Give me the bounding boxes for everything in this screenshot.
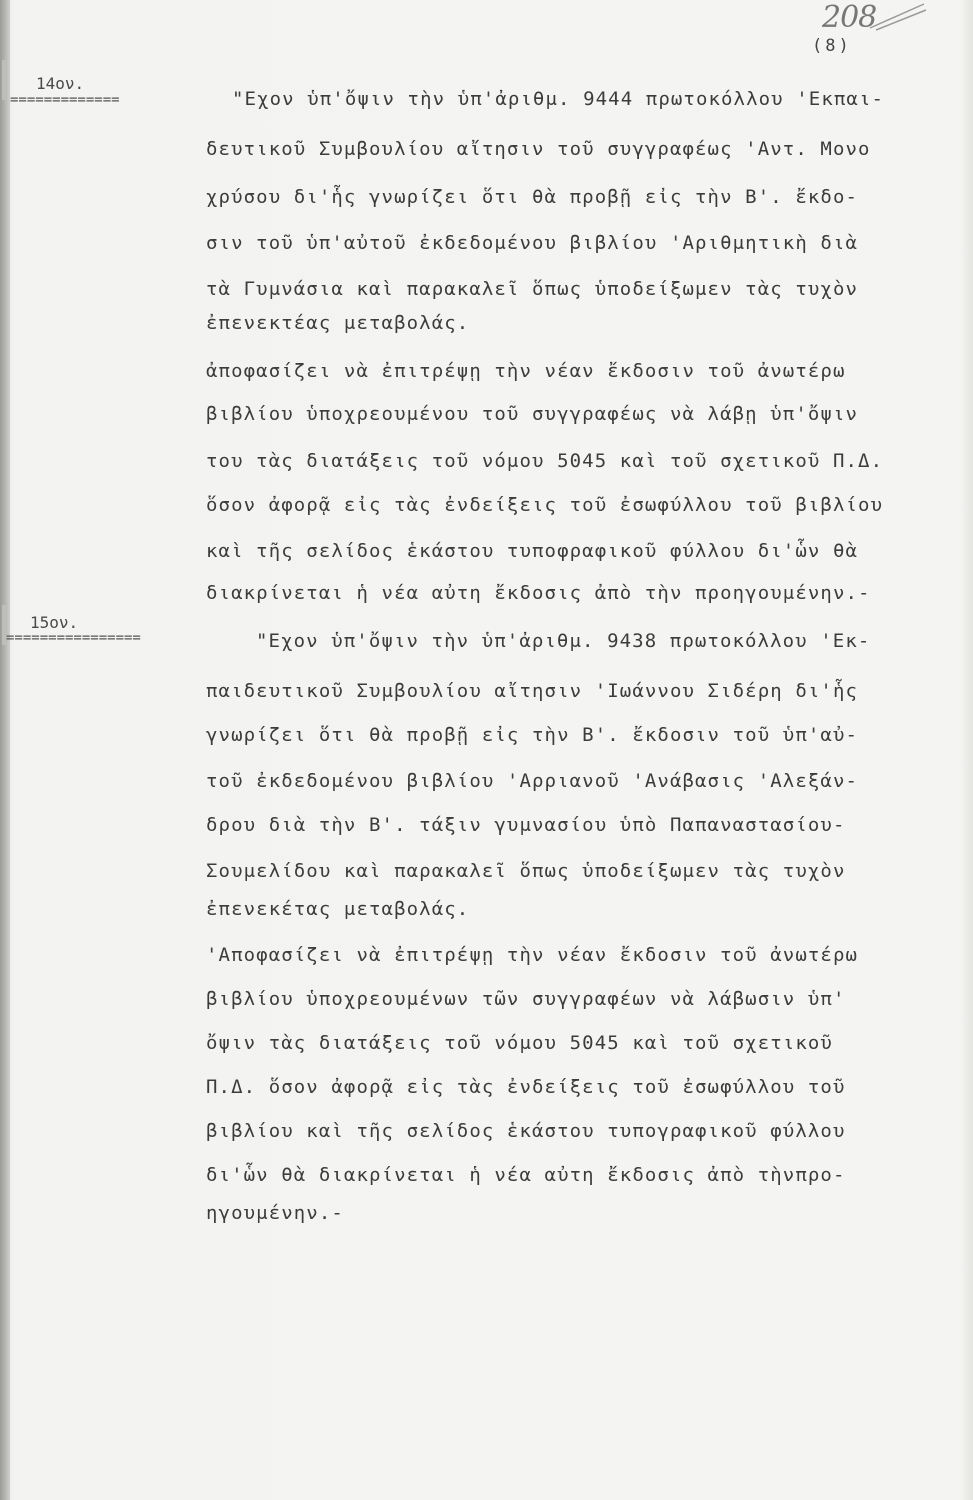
text-line: ηγουμένην.- — [206, 1202, 344, 1224]
item-14-label: 14ον. — [36, 74, 85, 93]
folio-scribble-mark — [868, 0, 928, 32]
text-line: βιβλίου ὑποχρεουμένου τοῦ συγγραφέως νὰ λάβῃ ὑπ'ὄψιν — [206, 403, 859, 425]
text-line: ὅσον ἀφορᾷ εἰς τὰς ἐνδείξεις τοῦ ἐσωφύλλου τοῦ βιβλίου — [206, 494, 884, 516]
item-15-rule: ================ — [6, 630, 141, 646]
text-line: ἐπενεκέτας μεταβολάς. — [206, 898, 470, 920]
item-14-rule: ============= — [10, 92, 120, 108]
margin-mark — [2, 60, 6, 100]
text-line: παιδευτικοῦ Συμβουλίου αἴτησιν 'Ιωάννου Σιδέρη δι'ἧς — [206, 680, 859, 702]
text-line: δευτικοῦ Συμβουλίου αἴτησιν τοῦ συγγραφέως 'Αντ. Μονο — [206, 138, 871, 160]
text-line: τὰ Γυμνάσια καὶ παρακαλεῖ ὅπως ὑποδείξωμεν τὰς τυχὸν — [206, 278, 859, 300]
text-line: χρύσου δι'ἧς γνωρίζει ὅτι θὰ προβῇ εἰς τὴν Β'. ἔκδο- — [206, 186, 859, 208]
text-line: 'Αποφασίζει νὰ ἐπιτρέψῃ τὴν νέαν ἔκδοσιν τοῦ ἀνωτέρω — [206, 944, 859, 966]
text-line: τοῦ ἐκδεδομένου βιβλίου 'Αρριανοῦ 'Ανάβασις 'Αλεξάν- — [206, 770, 859, 792]
text-line: σιν τοῦ ὑπ'αὐτοῦ ἐκδεδομένου βιβλίου 'Αριθμητικὴ διὰ — [206, 232, 859, 254]
text-line: διακρίνεται ἡ νέα αὐτη ἔκδοσις ἀπὸ τὴν προηγουμένην.- — [206, 582, 871, 604]
page-number: (8) — [812, 36, 852, 56]
binding-edge — [0, 0, 10, 1500]
text-line: ἀποφασίζει νὰ ἐπιτρέψῃ τὴν νέαν ἔκδοσιν τοῦ ἀνωτέρω — [206, 360, 846, 382]
text-line: δι'ὧν θὰ διακρίνεται ἡ νέα αὐτη ἔκδοσις ἀπὸ τὴνπρο- — [206, 1164, 846, 1186]
text-line: καὶ τῆς σελίδος ἑκάστου τυποφραφικοῦ φύλλου δι'ὧν θὰ — [206, 540, 859, 562]
item-15-label: 15ον. — [30, 613, 79, 632]
text-line: βιβλίου καὶ τῆς σελίδος ἑκάστου τυπογραφικοῦ φύλλου — [206, 1120, 846, 1142]
text-line: γνωρίζει ὅτι θὰ προβῇ εἰς τὴν Β'. ἔκδοσιν τοῦ ὑπ'αὐ- — [206, 724, 859, 746]
text-line: ὄψιν τὰς διατάξεις τοῦ νόμου 5045 καὶ τοῦ σχετικοῦ — [206, 1032, 833, 1054]
text-line: Π.Δ. ὅσον ἀφορᾷ εἰς τὰς ἐνδείξεις τοῦ ἐσωφύλλου τοῦ — [206, 1076, 846, 1098]
text-line: Σουμελίδου καὶ παρακαλεῖ ὅπως ὑποδείξωμεν τὰς τυχὸν — [206, 860, 846, 882]
text-line: "Εχον ὑπ'ὄψιν τὴν ὑπ'ἀριθμ. 9438 πρωτοκόλλου 'Εκ- — [256, 630, 871, 652]
text-line: βιβλίου ὑποχρεουμένων τῶν συγγραφέων νὰ λάβωσιν ὑπ' — [206, 988, 846, 1010]
text-line: δρου διὰ τὴν Β'. τάξιν γυμνασίου ὑπὸ Παπαναστασίου- — [206, 814, 846, 836]
text-line: "Εχον ὑπ'ὄψιν τὴν ὑπ'ἀριθμ. 9444 πρωτοκόλλου 'Εκπαι- — [232, 88, 885, 110]
folio-number: 208 — [822, 0, 877, 35]
text-line: του τὰς διατάξεις τοῦ νόμου 5045 καὶ τοῦ σχετικοῦ Π.Δ. — [206, 450, 884, 472]
text-line: ἐπενεκτέας μεταβολάς. — [206, 312, 470, 334]
